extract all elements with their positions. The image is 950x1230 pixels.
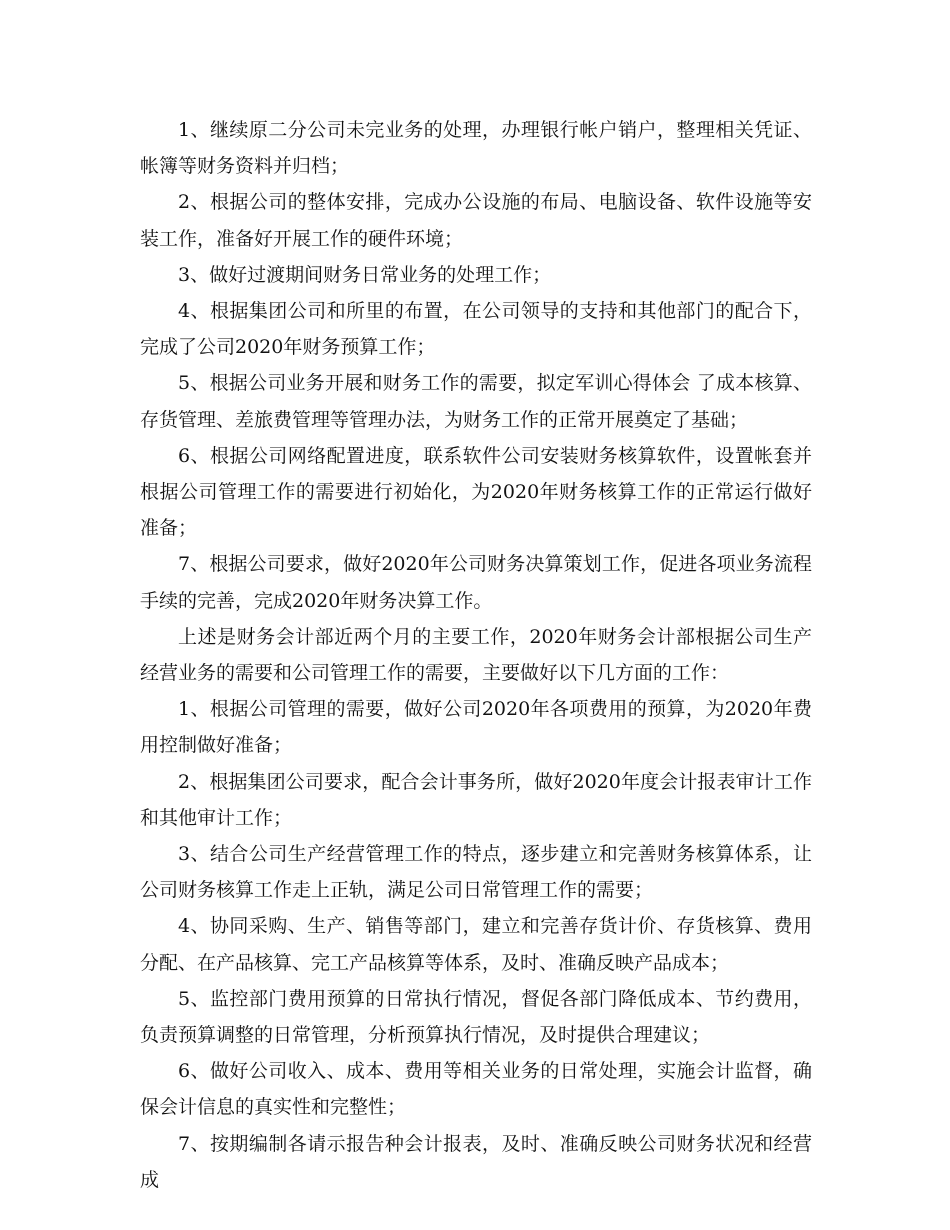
paragraph-15: 7、按期编制各请示报告种会计报表，及时、准确反映公司财务状况和经营成 — [140, 1132, 812, 1191]
document-body — [140, 112, 812, 1198]
paragraph-5: 5、根据公司业务开展和财务工作的需要，拟定军训心得体会 了成本核算、存货管理、差旅费管理等管理办法，为财务工作的正常开展奠定了基础； — [140, 372, 812, 431]
paragraph-10: 2、根据集团公司要求，配合会计事务所，做好2020年度会计报表审计工作和其他审计工作； — [140, 770, 812, 829]
paragraph-6: 6、根据公司网络配置进度，联系软件公司安装财务核算软件，设置帐套并根据公司管理工作的需要进行初始化，为2020年财务核算工作的正常运行做好准备； — [140, 444, 812, 540]
paragraph-11: 3、结合公司生产经营管理工作的特点，逐步建立和完善财务核算体系，让公司财务核算工作走上正轨，满足公司日常管理工作的需要； — [140, 843, 812, 902]
paragraph-14: 6、做好公司收入、成本、费用等相关业务的日常处理，实施会计监督，确保会计信息的真实性和完整性； — [140, 1060, 812, 1119]
paragraph-13: 5、监控部门费用预算的日常执行情况，督促各部门降低成本、节约费用，负责预算调整的日常管理，分析预算执行情况，及时提供合理建议； — [140, 987, 812, 1047]
paragraph-12: 4、协同采购、生产、销售等部门，建立和完善存货计价、存货核算、费用分配、在产品核算、完工产品核算等体系，及时、准确反映产品成本； — [140, 915, 812, 974]
paragraph-3: 3、做好过渡期间财务日常业务的处理工作； — [178, 263, 552, 286]
paragraph-4: 4、根据集团公司和所里的布置，在公司领导的支持和其他部门的配合下，完成了公司2020年财务预算工作； — [140, 300, 812, 359]
paragraph-7: 7、根据公司要求，做好2020年公司财务决算策划工作，促进各项业务流程手续的完善，完成2020年财务决算工作。 — [140, 553, 812, 612]
paragraph-9: 1、根据公司管理的需要，做好公司2020年各项费用的预算，为2020年费用控制做好准备； — [140, 698, 812, 757]
paragraph-1: 1、继续原二分公司未完业务的处理，办理银行帐户销户，整理相关凭证、帐簿等财务资料并归档； — [140, 119, 812, 178]
paragraph-2: 2、根据公司的整体安排，完成办公设施的布局、电脑设备、软件设施等安装工作，准备好开展工作的硬件环境； — [140, 191, 812, 250]
paragraph-8: 上述是财务会计部近两个月的主要工作，2020年财务会计部根据公司生产经营业务的需要和公司管理工作的需要，主要做好以下几方面的工作： — [140, 625, 812, 685]
